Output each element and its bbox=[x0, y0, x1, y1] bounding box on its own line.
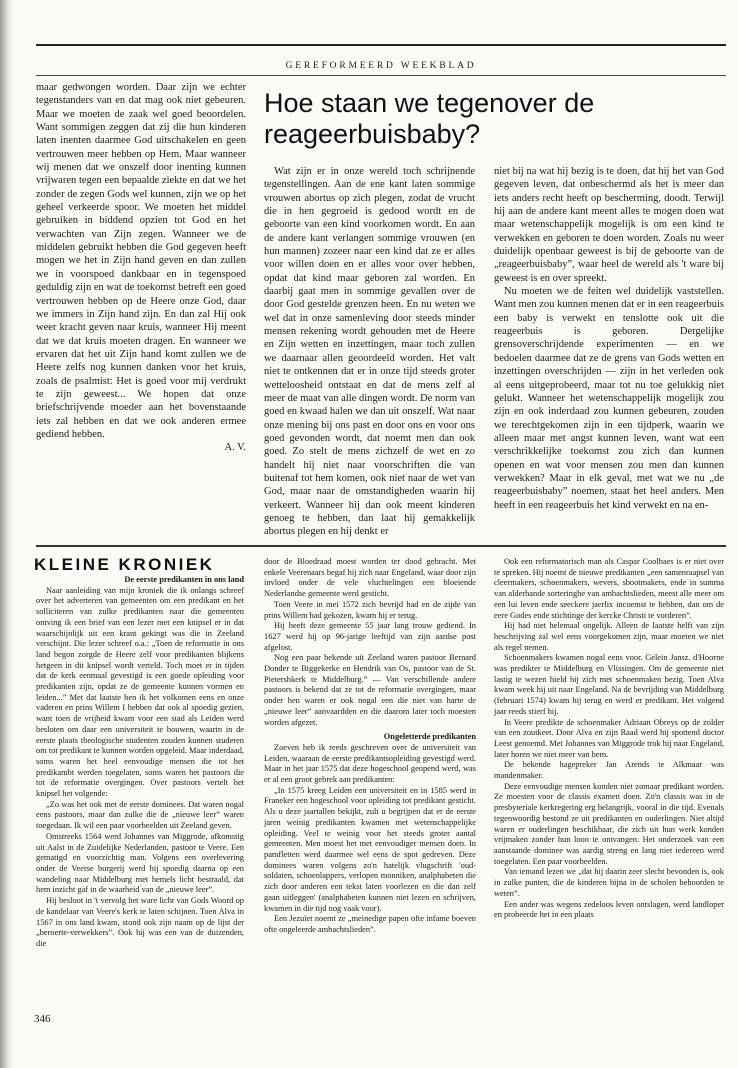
kroniek-title: KLEINE KRONIEK bbox=[34, 555, 215, 574]
article-paragraph: niet bij na wat hij bezig is te doen, dat hij het van God gegeven leven, dat onbeschermd als het is meer dan iets anders recht heeft op bescherming, doodt. Terwijl hij aan de andere kant meent alles te mogen doen wat maar wetenschappelijk mogelijk is om een kind te verwekken en geboren te doen worden. Zoals nu weer duidelijk openbaar geweest is bij de geboorte van de „reageerbuisbaby”, waar heel de wereld als 't ware bij geweest is en over spreekt. bbox=[494, 166, 724, 284]
article-title-line-2: reageerbuisbaby? bbox=[264, 119, 481, 149]
kroniek-paragraph: Schoenmakers kwamen nogal eens voor. Gelein Jansz. d'Hoorne was predikter te Middelburg en Vlissingen. Om de gemeente niet lastig te wezen hield hij zich met schoenmaken bezig. Toen Alva kwam week hij uit naar Engeland. Na de bevrijding van Middelburg (februari 1574) kwam hij terug en werd er predikant. Het volgend jaar reeds stierf hij. bbox=[494, 653, 724, 716]
article-column-2 bbox=[494, 165, 724, 512]
kroniek-paragraph: Zoeven heb ik reeds geschreven over de universiteit van Leiden, waaraan de eerste predikantsopleiding gevestigd werd. Maar in het jaar 1575 dat deze hogeschool geopend werd, was er al een groot gebrek aan predikanten: bbox=[264, 742, 476, 785]
kroniek-paragraph: „In 1575 kreeg Leiden een universiteit en in 1585 werd in Franeker een hogeschool voor opleiding tot predikant gesticht. Als u deze jaartallen bekijkt, zult u begrijpen dat er de eerste jaren weinig predikanten kwamen met wetenschappelijke opleiding. Veel te weinig voor het steeds groter aantal gemeenten. Men moest het met eenvoudiger mensen doen. In pamfletten werd daarmee wel eens de spot gedreven. Deze dominees waren volgens zo'n hatelijk vlugschrift 'oud-soldaten, schoenlappers, verlopen monniken, analphabeten die zich door anderen een tekst laten voorlezen en die dan zelf gaan uitleggen' (analphabeten kunnen niet lezen en schrijven, kwamen in die tijd nog vaak voor). bbox=[264, 785, 476, 913]
kroniek-paragraph: Hij besloot in 't vervolg het ware licht van Gods Woord op de kandelaar van Veere's kerk te laten schijnen. Toen Alva in 1567 in ons land kwam, stond ook zijn naam op de lijst der „beroerte-verwekkers”. Ook hij was een van de duizenden, die bbox=[36, 896, 244, 948]
article-paragraph: Nu moeten we de feiten wel duidelijk vaststellen. Want men zou kunnen menen dat er in een reageerbuis een baby is verwekt en tenslotte ook uit die reageerbuis is geboren. Dergelijke grensoverschrijdende experimenten — en we bedoelen daarmee dat ze de grens van Gods wetten en inzettingen overschrijden — zijn in het verleden ook al eens uitgeprobeerd, maar tot nu toe gelukkig niet gelukt. Wanneer het wetenschappelijk mogelijk zou zijn en ook inderdaad zou kunnen gebeuren, zouden we terechtgekomen zijn in een tijdperk, waarin we alleen maar met angst kunnen leven, want wat een verschrikkelijke toekomst zou zich dan kunnen openen en wat voor mensen zou men dan kunnen verwekken? Maar in elk geval, met wat we nu „de reageerbuisbaby” noemen, staat het heel anders. Men heeft in een reageerbuis het kind verwekt en na en- bbox=[494, 286, 724, 511]
kroniek-paragraph: Een ander was wegens zedeloos leven ontslagen, werd landloper en probeerde het in een plaats bbox=[494, 899, 724, 920]
kroniek-paragraph: Nog een paar bekende uit Zeeland waren pastoor Bernard Donder te Biggekerke en Hendrik van Os, pastoor van de St. Pietershkerk te Middelburg.” — Van verschillende andere pastoors is bekend dat ze tot de reformatie overgingen, maar onder hen waren er ook nogal een die niet van harte de „nieuwe leer” aanvaardden en die daarom later toch moesten worden afgezet. bbox=[264, 653, 476, 727]
kroniek-paragraph: In Veere predikte de schoenmaker Adriaan Obreys op de zolder van een zoutkeet. Door Alva en zijn Raad werd hij spottend doctor Leest genoemd. Met Johannes van Miggrode trok hij naar Engeland, later horen we niet meer van hem. bbox=[494, 717, 724, 759]
previous-article-column bbox=[36, 81, 246, 455]
header-rule bbox=[36, 75, 726, 76]
kroniek-paragraph: Deze eenvoudige mensen konden niet zomaar predikant worden. Ze moesten voor de classis examen doen. Zo'n classis was in de presbyteriale kerkregering erg belangrijk, vooral in die tijd. Evenals tegenwoordig bestond ze uit predikanten en ouderlingen. Niet altijd waren er ouderlingen beschikbaar, die zich uit hun werk konden vrijmaken zonder hun loon te ontvangen. Het onderzoek van een aanstaande dominee was aardig streng en lang niet iedereen werd toegelaten. Een paar voorbeelden. bbox=[494, 781, 724, 866]
kroniek-column-2 bbox=[264, 557, 476, 936]
top-border-rule bbox=[36, 44, 726, 46]
article-title bbox=[264, 88, 729, 150]
previous-article-text: maar gedwongen worden. Daar zijn we echter tegenstanders van en dat mag ook niet gebeuren. Maar we moeten de zaak wel goed beoordelen. Want sommigen zeggen dat zij die hun kinderen laten inenten daarmee God uitschakelen en geen vertrouwen meer hebben op Hem. Maar wanneer wij menen dat we onszelf door inenting kunnen vrijwaren tegen een bepaalde ziekte en dat we het zonder de zegen Gods wel kunnen, zijn we op het geheel verkeerde spoor. We moeten het middel gebruiken in biddend opzien tot God en het verwachten van Zijn zegen. Wanneer we de middelen gebruikt hebben die God gegeven heeft mogen we het in Zijn hand geven en dan zullen we in voorspoed dankbaar en in tegenspoed geduldig zijn en wat de toekomst betreft een goed vertrouwen hebben op de Heere onze God, daar we immers in Zijn hand zijn. En dan zal Hij ook weer kracht geven naar kruis, wanneer Hij meent dat we dat kruis moeten dragen. En wanneer we ervaren dat het uit Zijn hand komt zullen we de Heere zelfs nog kunnen danken voor het kruis, zoals de psalmist: Het is goed voor mij verdrukt te zijn geweest... We hopen dat onze briefschrijvende moeder aan het bovenstaande iets zal hebben en dat we ook anderen ermee gediend hebben. bbox=[36, 82, 246, 440]
page-edge-shadow bbox=[0, 0, 14, 1068]
running-header: GEREFORMEERD WEEKBLAD bbox=[285, 61, 477, 71]
kroniek-subheading: Ongeletterde predikanten bbox=[383, 732, 476, 742]
page-number: 346 bbox=[34, 1013, 51, 1025]
kroniek-subtitle: De eerste predikanten in ons land bbox=[124, 575, 244, 584]
kroniek-paragraph: Hij heeft deze gemeente 55 jaar lang trouw gediend. In 1627 werd hij op 96-jarige leeftijd van zijn aardse post afgelost. bbox=[264, 621, 476, 652]
kroniek-paragraph: De bekende hagepreker Jan Arends te Alkmaar was mandenmaker. bbox=[494, 760, 724, 781]
kroniek-paragraph: Naar aanleiding van mijn kroniek die ik onlangs schreef over het adverteren van gemeenten om een predikant en het solliciteren van zulke predikanten naar die gemeenten ontving ik een brief van een lezer met een knipsel er in dat waarschijnlijk uit een krant gekingt was die in Zeeland verschijnt. Die lezer schreef o.a.: „Toen de reformatie in ons land begon zorgde de Heere zelf voor predikanten blijkens hetgeen in dit knipsel wordt verteld. Toch moet er in tijden dat de kerk eenmaal gevestigd is een goede opleiding voor predikanten zijn, opdat ze de gemeente kunnen vormen en leiden...” Met dat laatste ben ik het volkomen eens en onze vaderen en prins Willem I hebben dat ook al spoedig gezien, want toen de vrijheid kwam voor een stad als Leiden werd besloten om daar een universiteit te bouwen, waarin in de eerste plaats theologische studenten zouden kunnen studeren om tot predikant te kunnen worden opgeleid. Maar inderdaad, soms waren het heel eenvoudige mensen die tot het predikambt werden toegelaten, soms waren het pastoors die tot de reformatie overgingen. Over pastoors vertelt het knipsel het volgende: bbox=[36, 585, 244, 799]
author-signoff: A. V. bbox=[224, 442, 246, 454]
kroniek-paragraph: Ook een reformatorisch man als Caspar Coolhaes is er niet over te spreken. Hij noemt de nieuwe predikanten „een samenraapsel van cleermakers, schoenmakers, wevers, sbootmakers, ende in summa van alderhande sorteringhe van ambachtslieden, meest alle meer om een lui leven ende seeckere jaerlix incoemst te hebben, dan om de eere Godes ende stichtinge der kercke Christi te vorderen”. bbox=[494, 557, 724, 620]
kroniek-paragraph: Toen Veere in mei 1572 zich bevrijd had en de zijde van prins Willem had gekozen, kwam hij er terug. bbox=[264, 599, 476, 620]
kroniek-paragraph: door de Bloedraad moest worden ter dood gebracht. Met enkele Veerenaars begaf hij zich naar Engeland, waar door zijn invloed onder de vele vluchtelingen een bloeiende Nederlandse gemeente werd gesticht. bbox=[264, 557, 476, 599]
article-paragraph: Wat zijn er in onze wereld toch schrijnende tegenstellingen. Aan de ene kant laten sommige vrouwen abortus op zich plegen, zodat de vrucht die in hen gegroeid is gedood wordt en de geboorte van een kind voorkomen wordt. En aan de andere kant verlangen sommige vrouwen (en hun mannen) zozeer naar een kind dat ze er alles voor willen doen en er alles voor over hebben, opdat dat kind maar geboren zal worden. En daarbij gaat men in sommige gevallen over de door God gestelde grenzen heen. En nu weten we wel dat in onze samenleving door steeds minder mensen rekening wordt gehouden met de Heere en Zijn wetten en inzettingen, maar toch zullen we daarnaar allen geoordeeld worden. Het valt niet te ontkennen dat er in onze tijd steeds groter wetteloosheid ontstaat en dat de mens zelf al meer de maat van alle dingen wordt. De norm van goed en kwaad halen we dan uit onszelf. Wat naar onze mening bij ons past en door ons en voor ons goed gevonden wordt, dat noemt men dan ook goed. Zo stelt de mens zichzelf de wet en zo handelt hij niet naar voorschriften die van buitenaf tot hem komen, ook niet naar de wet van God, maar naar de omstandigheden waarin hij verkeert. Wanneer hij dan ook meent kinderen genoeg te hebben, dan laat hij gemakkelijk abortus plegen en hij denkt er bbox=[264, 166, 475, 538]
kroniek-paragraph: Van iemand lezen we „dat hij daarin zeer slecht bevonden is, ook in zulke punten, die de kinderen bijna in de scholen behoorden te weten”. bbox=[494, 867, 724, 898]
section-divider bbox=[36, 545, 726, 547]
article-column-1 bbox=[264, 165, 475, 539]
kroniek-column-3 bbox=[494, 557, 724, 921]
kroniek-column-1 bbox=[36, 575, 244, 950]
kroniek-paragraph: „Zo was het ook met de eerste dominees. Dat waren nogal eens pastoors, maar dan zulke die de „nieuwe leer” waren toegedaan. Ik wil een paar voorbeelden uit Zeeland geven. bbox=[36, 799, 244, 831]
kroniek-paragraph: Een Jezuïet noemt ze „meinedige papen ofte infame boeven ofte ongeleerde ambachtslieden”. bbox=[264, 914, 476, 934]
kroniek-paragraph: Omstreeks 1564 werd Johannes van Miggrode, afkomstig uit Aalst in de Zuidelijke Nederlanden, pastoor te Veere. Een gematigd en voorzichtig man. Volgens een overlevering onder de Veerse burgerij werd hij spoedig daarna op een wandeling naar Middelburg met hemels licht bestraald, dat hem inzicht gaf in de waarheid van de „nieuwe leer”. bbox=[36, 831, 244, 895]
article-title-line-1: Hoe staan we tegenover de bbox=[264, 88, 595, 118]
kroniek-paragraph: Hij had niet helemaal ongelijk. Alleen de laatste helft van zijn beschrijving zal wel eens voorgekomen zijn, maar moeten we niet als regel nemen. bbox=[494, 621, 724, 652]
